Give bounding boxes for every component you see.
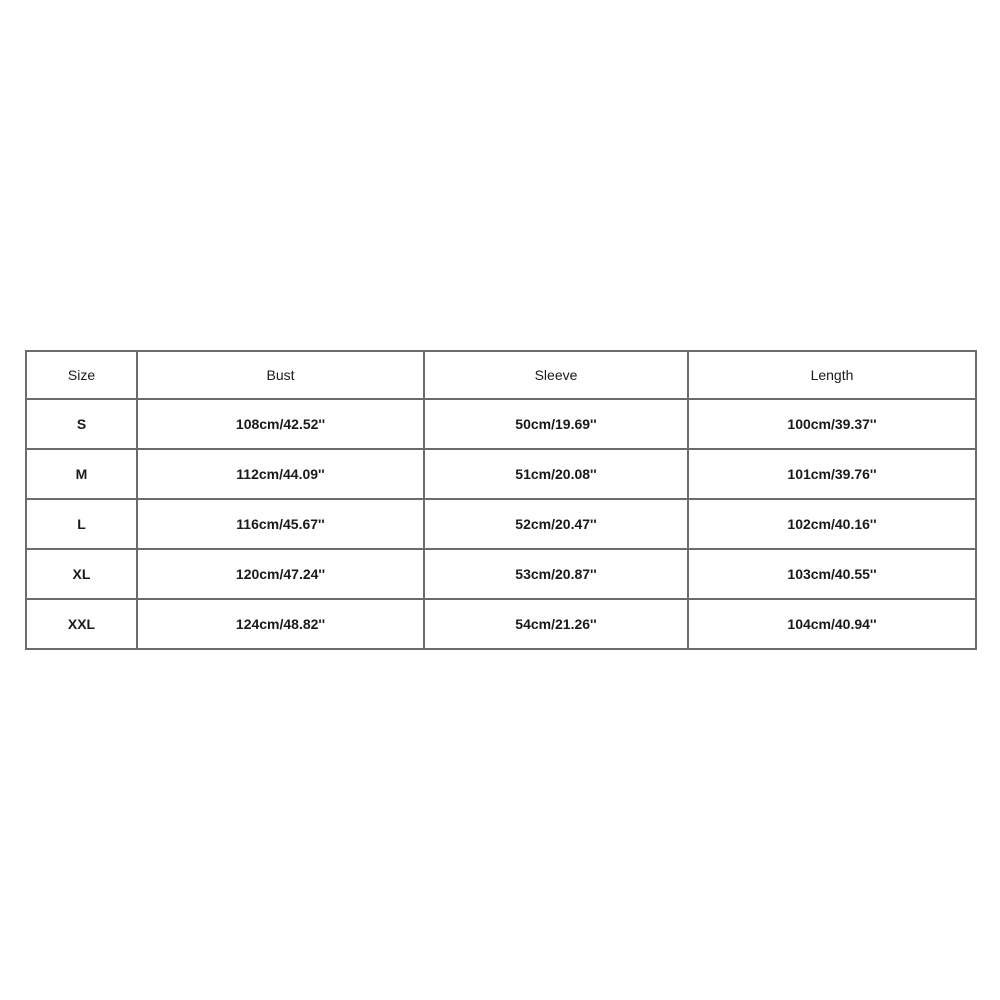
cell-sleeve: 53cm/20.87'' bbox=[424, 549, 688, 599]
cell-bust: 124cm/48.82'' bbox=[137, 599, 424, 649]
table-header-row bbox=[26, 351, 976, 399]
cell-bust: 116cm/45.67'' bbox=[137, 499, 424, 549]
table-row bbox=[26, 549, 976, 599]
cell-length: 104cm/40.94'' bbox=[688, 599, 976, 649]
header-length: Length bbox=[688, 351, 976, 399]
cell-length: 100cm/39.37'' bbox=[688, 399, 976, 449]
cell-sleeve: 50cm/19.69'' bbox=[424, 399, 688, 449]
table-row bbox=[26, 599, 976, 649]
size-chart-table bbox=[25, 350, 977, 650]
cell-size: M bbox=[26, 449, 137, 499]
cell-bust: 108cm/42.52'' bbox=[137, 399, 424, 449]
cell-length: 102cm/40.16'' bbox=[688, 499, 976, 549]
table-row bbox=[26, 449, 976, 499]
cell-size: S bbox=[26, 399, 137, 449]
cell-length: 101cm/39.76'' bbox=[688, 449, 976, 499]
cell-bust: 120cm/47.24'' bbox=[137, 549, 424, 599]
cell-sleeve: 54cm/21.26'' bbox=[424, 599, 688, 649]
cell-bust: 112cm/44.09'' bbox=[137, 449, 424, 499]
cell-size: XL bbox=[26, 549, 137, 599]
header-bust: Bust bbox=[137, 351, 424, 399]
cell-length: 103cm/40.55'' bbox=[688, 549, 976, 599]
header-size: Size bbox=[26, 351, 137, 399]
cell-size: XXL bbox=[26, 599, 137, 649]
cell-size: L bbox=[26, 499, 137, 549]
cell-sleeve: 51cm/20.08'' bbox=[424, 449, 688, 499]
cell-sleeve: 52cm/20.47'' bbox=[424, 499, 688, 549]
header-sleeve: Sleeve bbox=[424, 351, 688, 399]
table-row bbox=[26, 499, 976, 549]
table-row bbox=[26, 399, 976, 449]
